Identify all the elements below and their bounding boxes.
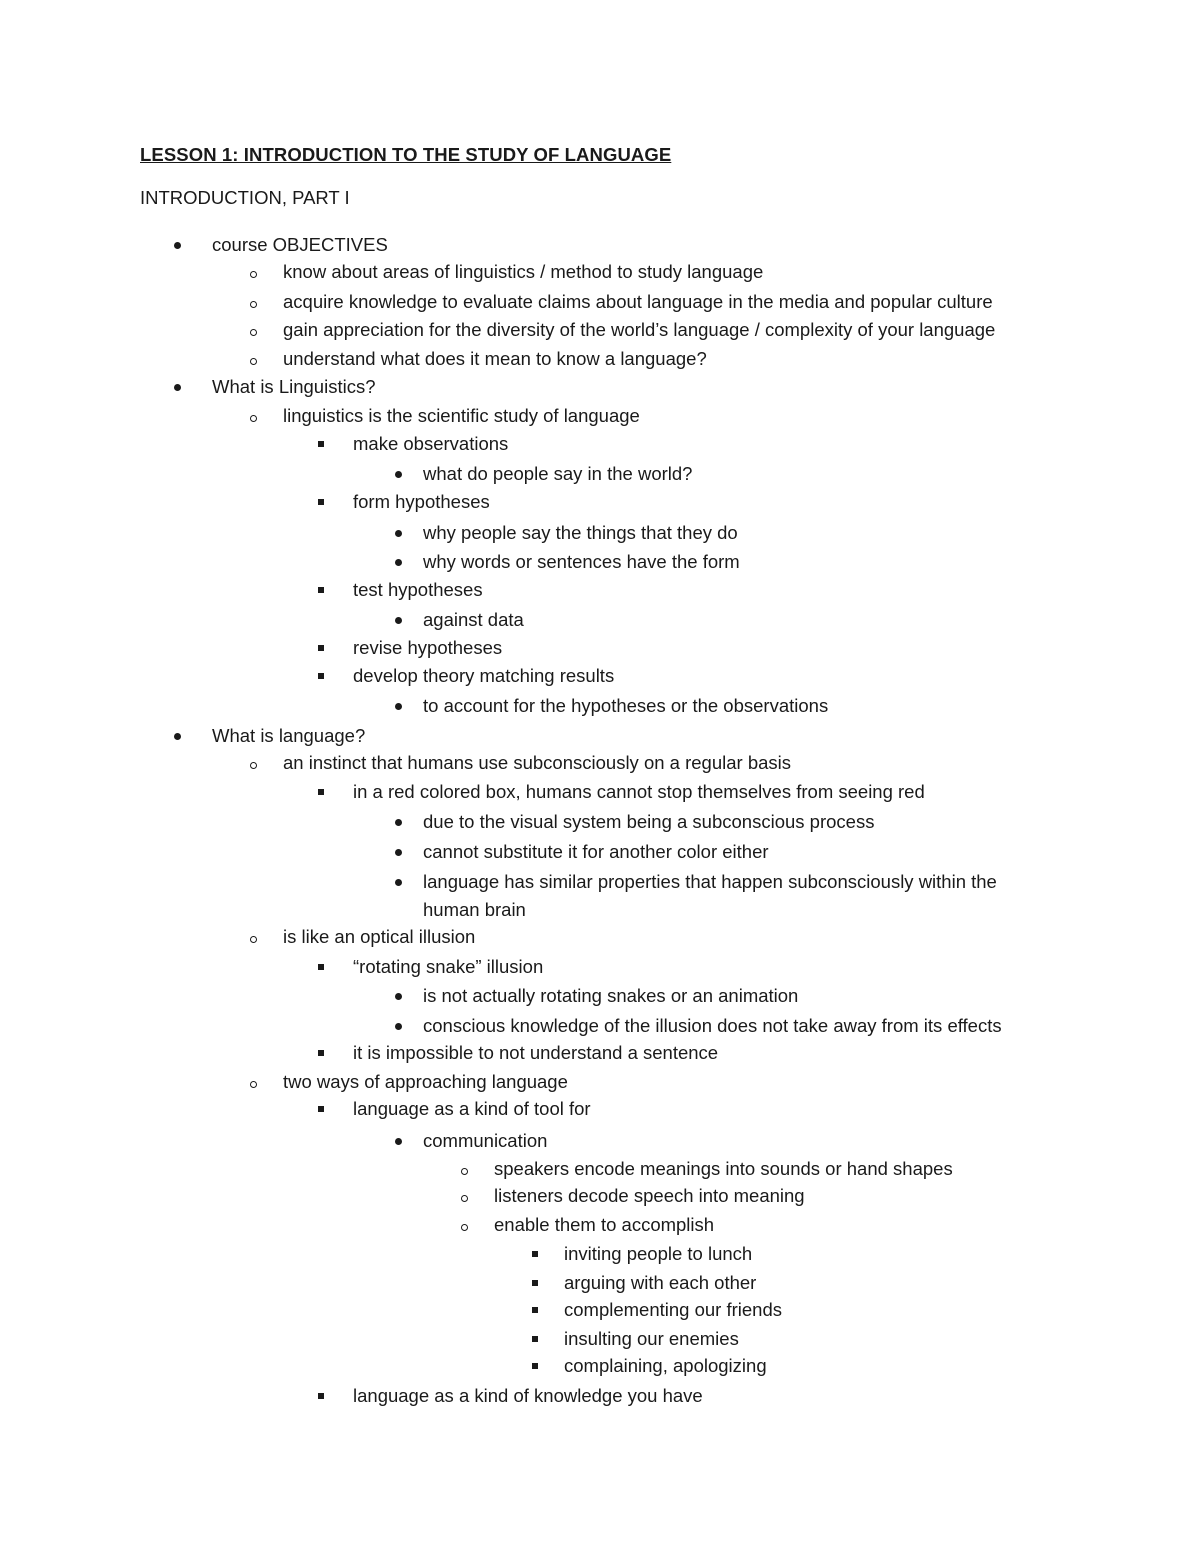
outline-item: [0, 637, 1200, 661]
bullet-circle-icon: [250, 329, 257, 336]
outline-item-text: course OBJECTIVES: [212, 234, 388, 255]
outline-item: [0, 1214, 1200, 1238]
section-heading: INTRODUCTION, PART I: [140, 187, 350, 208]
outline-item-text: language as a kind of knowledge you have: [353, 1385, 703, 1406]
outline-item: [0, 956, 1200, 980]
outline-item: [0, 1385, 1200, 1409]
bullet-circle-icon: [250, 936, 257, 943]
outline-item: [0, 405, 1200, 429]
bullet-disc-icon: [395, 617, 402, 624]
outline-item: [0, 579, 1200, 603]
bullet-square-icon: [318, 1050, 324, 1056]
bullet-circle-icon: [250, 762, 257, 769]
outline-item: [0, 1272, 1200, 1296]
bullet-circle-icon: [250, 358, 257, 365]
outline-item-text: linguistics is the scientific study of language: [283, 405, 640, 426]
outline-item: [0, 1015, 1200, 1039]
bullet-disc-icon: [395, 879, 402, 886]
bullet-circle-icon: [250, 271, 257, 278]
outline-item-text: language as a kind of tool for: [353, 1098, 591, 1119]
outline-item-text: is not actually rotating snakes or an animation: [423, 985, 799, 1006]
outline-item: [0, 725, 1200, 749]
bullet-disc-icon: [395, 819, 402, 826]
outline-item: [0, 1243, 1200, 1267]
outline-item-text: complaining, apologizing: [564, 1355, 767, 1376]
outline-item: [0, 348, 1200, 372]
outline-item-text: acquire knowledge to evaluate claims about language in the media and popular culture: [283, 291, 993, 312]
outline-item-text: is like an optical illusion: [283, 926, 476, 947]
outline-item: [0, 522, 1200, 546]
outline-item: [0, 841, 1200, 865]
outline-item-text: test hypotheses: [353, 579, 483, 600]
outline-item: [0, 1158, 1200, 1182]
outline-item: [0, 291, 1200, 315]
outline-item-text: know about areas of linguistics / method to study language: [283, 261, 764, 282]
bullet-square-icon: [318, 789, 324, 795]
outline-item-text: gain appreciation for the diversity of the world’s language / complexity of your language: [283, 319, 996, 340]
outline-item: [0, 1328, 1200, 1352]
bullet-circle-icon: [250, 301, 257, 308]
outline-item-text: why words or sentences have the form: [423, 551, 740, 572]
outline-item: [0, 1299, 1200, 1323]
bullet-square-icon: [318, 1393, 324, 1399]
outline-item-text: insulting our enemies: [564, 1328, 739, 1349]
bullet-square-icon: [532, 1336, 538, 1342]
bullet-circle-icon: [461, 1195, 468, 1202]
outline-item-text: language has similar properties that happen subconsciously within the: [423, 871, 997, 892]
bullet-square-icon: [532, 1280, 538, 1286]
bullet-disc-icon: [395, 1138, 402, 1145]
bullet-circle-icon: [250, 415, 257, 422]
outline-item: [0, 433, 1200, 457]
outline-item-text: What is language?: [212, 725, 366, 746]
outline-item-text: listeners decode speech into meaning: [494, 1185, 805, 1206]
bullet-square-icon: [318, 645, 324, 651]
outline-item-text: revise hypotheses: [353, 637, 503, 658]
outline-item: [0, 376, 1200, 400]
outline-item-text: conscious knowledge of the illusion does not take away from its effects: [423, 1015, 1002, 1036]
bullet-disc-icon: [395, 471, 402, 478]
outline-item: [0, 1098, 1200, 1122]
outline-item: [0, 695, 1200, 719]
outline-item: [0, 926, 1200, 950]
bullet-disc-icon: [174, 242, 181, 249]
bullet-square-icon: [532, 1307, 538, 1313]
outline-item: [0, 463, 1200, 487]
bullet-circle-icon: [461, 1168, 468, 1175]
outline-item-text: arguing with each other: [564, 1272, 757, 1293]
outline-item: [0, 1042, 1200, 1066]
outline-item: [0, 261, 1200, 285]
bullet-square-icon: [318, 499, 324, 505]
outline-item-text: make observations: [353, 433, 509, 454]
outline-item-text: two ways of approaching language: [283, 1071, 568, 1092]
bullet-square-icon: [318, 441, 324, 447]
document-title: LESSON 1: INTRODUCTION TO THE STUDY OF LANGUAGE: [140, 144, 672, 165]
bullet-disc-icon: [174, 733, 181, 740]
bullet-disc-icon: [395, 993, 402, 1000]
bullet-disc-icon: [395, 703, 402, 710]
outline-item-text: in a red colored box, humans cannot stop themselves from seeing red: [353, 781, 925, 802]
bullet-disc-icon: [395, 1023, 402, 1030]
bullet-disc-icon: [174, 384, 181, 391]
outline-item-text: inviting people to lunch: [564, 1243, 753, 1264]
outline-item-text: why people say the things that they do: [423, 522, 738, 543]
outline-item-text: enable them to accomplish: [494, 1214, 715, 1235]
outline-item: [0, 985, 1200, 1009]
outline-item-text: develop theory matching results: [353, 665, 615, 686]
outline-item: [0, 234, 1200, 258]
outline-item-text: it is impossible to not understand a sentence: [353, 1042, 719, 1063]
outline-item-text: due to the visual system being a subconscious process: [423, 811, 875, 832]
bullet-square-icon: [318, 587, 324, 593]
outline-item-text: complementing our friends: [564, 1299, 782, 1320]
outline-item-text: What is Linguistics?: [212, 376, 376, 397]
outline-item: [0, 609, 1200, 633]
bullet-square-icon: [532, 1363, 538, 1369]
bullet-disc-icon: [395, 559, 402, 566]
outline-item-text: cannot substitute it for another color either: [423, 841, 769, 862]
outline-item: [0, 665, 1200, 689]
outline-item: [0, 491, 1200, 515]
outline-item: [0, 781, 1200, 805]
outline-item-text: understand what does it mean to know a language?: [283, 348, 707, 369]
outline-item: [0, 1130, 1200, 1154]
outline-item-text: human brain: [423, 899, 526, 920]
bullet-circle-icon: [250, 1081, 257, 1088]
outline-item: [0, 1185, 1200, 1209]
outline-item: [0, 871, 1200, 895]
outline-item-text: communication: [423, 1130, 548, 1151]
outline-item-text: speakers encode meanings into sounds or hand shapes: [494, 1158, 953, 1179]
outline-item-text: form hypotheses: [353, 491, 490, 512]
outline-item: [0, 899, 1200, 923]
bullet-square-icon: [318, 964, 324, 970]
outline-item: [0, 1355, 1200, 1379]
bullet-square-icon: [532, 1251, 538, 1257]
bullet-circle-icon: [461, 1224, 468, 1231]
bullet-square-icon: [318, 673, 324, 679]
bullet-disc-icon: [395, 849, 402, 856]
outline-item-text: to account for the hypotheses or the observations: [423, 695, 829, 716]
outline-item: [0, 551, 1200, 575]
outline-item-text: “rotating snake” illusion: [353, 956, 544, 977]
bullet-square-icon: [318, 1106, 324, 1112]
outline-item: [0, 319, 1200, 343]
outline-item-text: against data: [423, 609, 524, 630]
outline-item: [0, 811, 1200, 835]
bullet-disc-icon: [395, 530, 402, 537]
outline-item-text: an instinct that humans use subconsciously on a regular basis: [283, 752, 792, 773]
outline-item: [0, 1071, 1200, 1095]
outline-item: [0, 752, 1200, 776]
outline-item-text: what do people say in the world?: [423, 463, 693, 484]
